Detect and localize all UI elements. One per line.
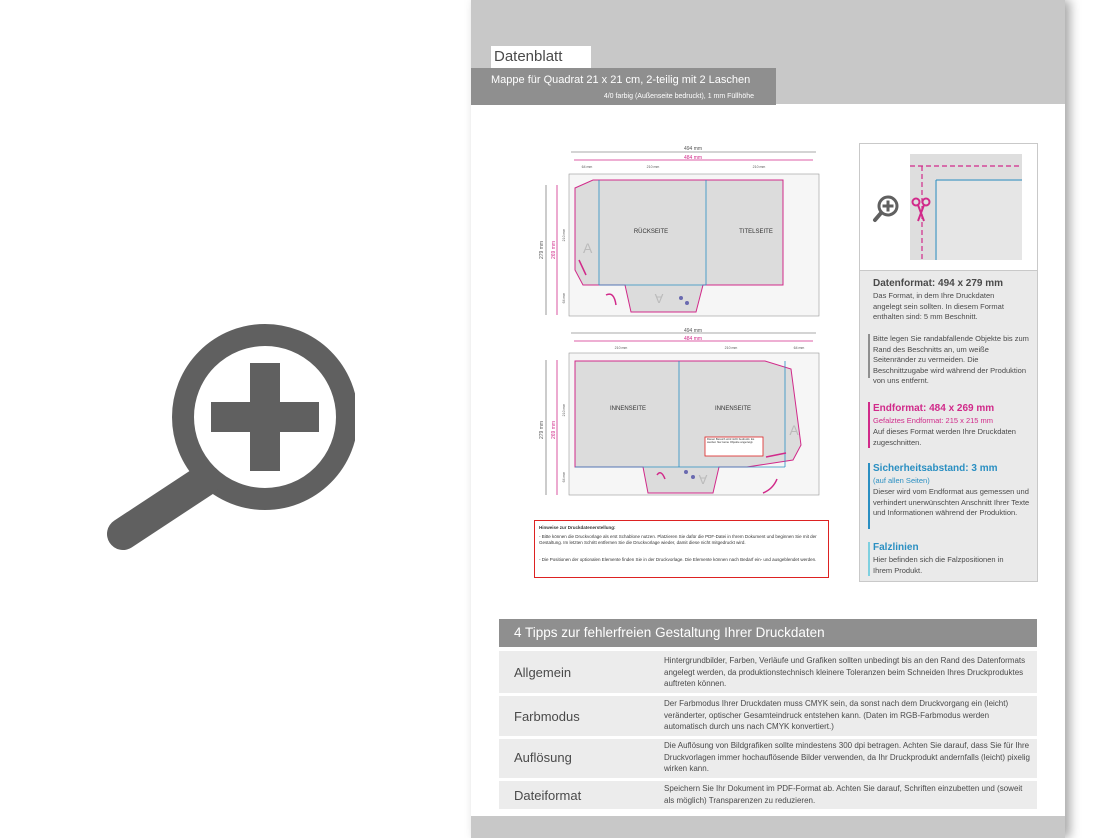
fold-bar xyxy=(868,542,870,576)
height-label: 279 mm xyxy=(539,240,545,260)
zoom-in-icon[interactable] xyxy=(871,194,903,226)
tip-row-dateiformat xyxy=(499,781,1037,809)
width-label: 494 mm xyxy=(683,146,703,152)
panel-label: RÜCKSEITE xyxy=(633,229,669,235)
tip-label: Auflösung xyxy=(514,750,572,765)
template-diagram-outside xyxy=(531,140,841,325)
inner-width-label: 484 mm xyxy=(683,155,703,161)
subtitle-box xyxy=(471,68,776,105)
page-title: Datenblatt xyxy=(494,48,563,65)
scissors-icon xyxy=(910,196,932,224)
tip-label: Dateiformat xyxy=(514,788,582,803)
fold-title: Falzlinien xyxy=(873,542,919,553)
tip-row-farbmodus xyxy=(499,696,1037,736)
notes-line: - Bitte können die Druckvorlage als erst Schablone nutzen. Platzieren Sie dafür die PDF-Datei in Ihrem Dokument und beginnen Sie mit der Gestaltung. Im letzten Schritt entfernen Sie die Druckvorlage wieder, damit diese nicht mitgedruckt wird. xyxy=(539,534,817,545)
tips-header xyxy=(499,619,1037,647)
bleed-bar xyxy=(868,334,870,378)
tip-label: Farbmodus xyxy=(514,709,580,724)
tip-text: Speichern Sie Ihr Dokument im PDF-Format ab. Achten Sie darauf, Schriften einzubetten und (soweit als möglich) Transparenzen zu reduzieren. xyxy=(664,784,1023,805)
corner-preview xyxy=(860,144,1037,271)
side-label: 64 mm xyxy=(562,471,566,483)
datenformat-text: Das Format, in dem Ihre Druckdaten angelegt sein sollten. In diesem Format enthalten sind: 5 mm Beschnitt. xyxy=(873,291,1004,321)
safety-text: Dieser wird vom Endformat aus gemessen und verhindert unerwünschten Anschnitt Ihrer Texte und Informationen während der Produktion. xyxy=(873,487,1030,517)
footer-band xyxy=(471,816,1065,838)
fold-marker: A xyxy=(583,240,593,256)
side-label: 210 mm xyxy=(562,403,566,417)
seg-label: 210 mm xyxy=(752,165,766,169)
flap-marker: A xyxy=(698,472,708,487)
safety-title: Sicherheitsabstand: 3 mm xyxy=(873,463,998,474)
format-info-panel xyxy=(859,143,1038,582)
inner-height-label: 269 mm xyxy=(551,420,557,440)
product-detail: 4/0 farbig (Außenseite bedruckt), 1 mm Füllhöhe xyxy=(603,93,754,100)
height-label: 279 mm xyxy=(539,420,545,440)
template-diagram-inside xyxy=(531,325,841,505)
datenformat-title: Datenformat: 494 x 279 mm xyxy=(873,278,1004,289)
fold-text: Hier befinden sich die Falzpositionen in Ihrem Produkt. xyxy=(873,555,1004,575)
zoom-in-icon[interactable] xyxy=(105,320,355,550)
seg-label: 210 mm xyxy=(614,346,628,350)
endformat-sub: Gefalztes Endformat: 215 x 215 mm xyxy=(873,416,994,425)
seg-label: 210 mm xyxy=(646,165,660,169)
inner-width-label: 484 mm xyxy=(683,336,703,342)
print-data-notes xyxy=(534,520,829,578)
fold-marker: A xyxy=(789,422,799,438)
notes-line: - Die Positionen der optionalen Elemente finden Sie in der Druckvorlage. Die Elemente können nach Bedarf ein- und ausgeblendet werden. xyxy=(539,557,817,562)
tip-text: Hintergrundbilder, Farben, Verläufe und Grafiken sollten unbedingt bis an den Rand des Datenformats angelegt werden, da produktionstechnisch kleinere Toleranzen beim Schneiden Ihres Druckproduktes auftreten können. xyxy=(664,656,1026,688)
tip-row-aufloesung xyxy=(499,739,1037,778)
tip-text: Der Farbmodus Ihrer Druckdaten muss CMYK sein, da sonst nach dem Druckvorgang ein (leicht) veränderter, optischer Gesamteindruck entstehen kann. (Daten im RGB-Farbmodus werden automatisch durch uns nach CMYK konvertiert.) xyxy=(664,699,1009,731)
endformat-title: Endformat: 484 x 269 mm xyxy=(873,403,995,414)
tip-text: Die Auflösung von Bildgrafiken sollte mindestens 300 dpi betragen. Achten Sie darauf, dass Sie für Ihre Druckvorlagen immer hochauflösende Bilder verwenden, da Ihr Druckprodukt andernfalls (leicht) pixelig wirken kann. xyxy=(664,741,1030,773)
tips-title: 4 Tipps zur fehlerfreien Gestaltung Ihrer Druckdaten xyxy=(514,625,825,640)
bleed-text: Bitte legen Sie randabfallende Objekte bis zum Rand des Beschnitts an, um weiße Seitenränder zu vermeiden. Die Beschnittzugabe wird während der Produktion von uns entfernt. xyxy=(873,334,1029,385)
datasheet-page xyxy=(471,0,1065,838)
seg-label: 210 mm xyxy=(724,346,738,350)
seg-label: 64 mm xyxy=(581,165,593,169)
safety-bar xyxy=(868,463,870,529)
seg-label: 64 mm xyxy=(793,346,805,350)
product-subtitle: Mappe für Quadrat 21 x 21 cm, 2-teilig mit 2 Laschen xyxy=(491,74,751,86)
flap-marker: A xyxy=(654,291,664,306)
title-box xyxy=(491,46,591,68)
panel-label: INNENSEITE xyxy=(714,406,752,412)
panel-label: TITELSEITE xyxy=(739,229,773,235)
side-label: 210 mm xyxy=(562,228,566,242)
panel-label: INNENSEITE xyxy=(609,406,647,412)
width-label: 494 mm xyxy=(683,328,703,334)
endformat-bar xyxy=(868,402,870,448)
no-print-note: Dieser Bereich wird nicht bedruckt. Es werden hier keine Objekte angezeigt. xyxy=(707,438,755,445)
endformat-text: Auf dieses Format werden Ihre Druckdaten zugeschnitten. xyxy=(873,427,1016,447)
tip-row-allgemein xyxy=(499,651,1037,693)
side-label: 64 mm xyxy=(562,292,566,304)
safety-sub: (auf allen Seiten) xyxy=(873,476,930,485)
tip-label: Allgemein xyxy=(514,665,572,680)
notes-title: Hinweise zur Druckdatenerstellung: xyxy=(539,525,616,530)
inner-height-label: 269 mm xyxy=(551,240,557,260)
